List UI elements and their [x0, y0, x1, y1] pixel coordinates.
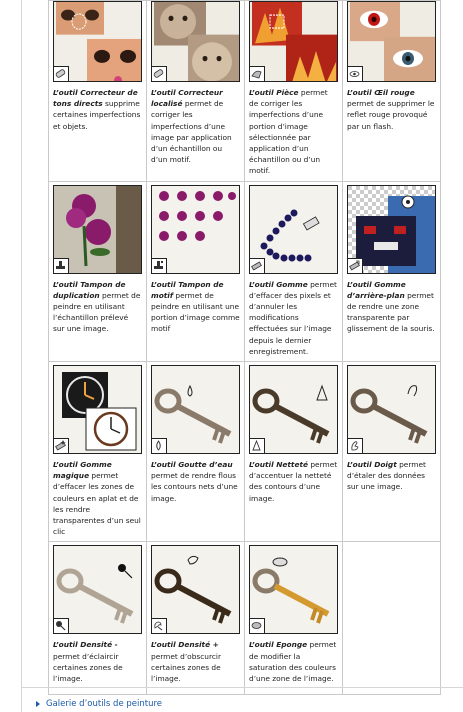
thumb-burn [151, 545, 240, 634]
cell-background-eraser [343, 181, 441, 361]
cell-red-eye [343, 1, 441, 182]
tools-table [48, 0, 441, 695]
cell-empty [343, 542, 441, 695]
eraser-icon [250, 258, 265, 273]
cell-magic-eraser [49, 362, 147, 542]
triangle-icon [250, 438, 265, 453]
thumb-healing [151, 1, 240, 82]
red-eye-icon [348, 66, 363, 81]
thumb-magic-eraser [53, 365, 142, 454]
thumb-eraser [249, 185, 338, 274]
thumb-background-eraser [347, 185, 436, 274]
desc-clone-stamp: L’outil Tampon de duplication permet de peindre en utilisant l’échantillon prélevé sur une image. [53, 279, 141, 334]
triangle-right-icon [36, 701, 40, 707]
cell-clone-stamp [49, 181, 147, 361]
finger-icon [348, 438, 363, 453]
burn-icon [152, 618, 167, 633]
thumb-pattern-stamp [151, 185, 240, 274]
cell-burn [147, 542, 245, 695]
cell-spot-healing [49, 1, 147, 182]
cell-pattern-stamp [147, 181, 245, 361]
footer-link[interactable] [36, 699, 162, 709]
desc-pattern-stamp: L’outil Tampon de motif permet de peindre en utilisant une portion d’image comme motif [151, 279, 240, 334]
desc-spot-healing: L’outil Correcteur de tons directs supprime certaines imperfections et objets. [53, 88, 141, 131]
footer-divider [21, 687, 463, 688]
thumb-smudge [347, 365, 436, 454]
desc-red-eye: L’outil Œil rouge permet de supprimer le reflet rouge provoqué par un flash. [347, 88, 435, 131]
desc-magic-eraser: L’outil Gomme magique permet d’effacer les zones de couleurs en aplat et de les rendre transparentes d’un seul clic [53, 460, 141, 537]
cell-eraser [245, 181, 343, 361]
patch-icon [250, 66, 265, 81]
thumb-sharpen [249, 365, 338, 454]
cell-sponge [245, 542, 343, 695]
bandage-icon [54, 66, 69, 81]
thumb-clone-stamp [53, 185, 142, 274]
cell-dodge [49, 542, 147, 695]
pattern-stamp-icon [152, 258, 167, 273]
desc-patch: L’outil Pièce permet de corriger les imperfections d’une portion d’image sélectionnée par application d’un échantillon ou d’un motif. [249, 88, 328, 176]
bandage-icon [152, 66, 167, 81]
thumb-blur [151, 365, 240, 454]
drop-icon [152, 438, 167, 453]
dodge-icon [54, 618, 69, 633]
desc-sharpen: L’outil Netteté permet d’accentuer la netteté des contours d’une image. [249, 460, 338, 503]
desc-healing: L’outil Correcteur localisé permet de corriger les imperfections d’une image par application d’un échantillon ou d’un motif. [151, 88, 232, 165]
desc-sponge: L’outil Eponge permet de modifier la saturation des couleurs d’une zone de l’image. [249, 640, 337, 684]
desc-burn: L’outil Densité + permet d’obscurcir certaines zones de l’image. [151, 640, 222, 684]
cell-sharpen [245, 362, 343, 542]
thumb-red-eye [347, 1, 436, 82]
tool-name: L’outil Correcteur de tons directs [53, 88, 138, 109]
cell-smudge [343, 362, 441, 542]
cell-blur [147, 362, 245, 542]
desc-smudge: L’outil Doigt permet d’étaler des données sur une image. [347, 460, 426, 492]
footer-link-text[interactable]: Galerie d’outils de peinture [46, 699, 163, 709]
cell-healing [147, 1, 245, 182]
thumb-patch [249, 1, 338, 82]
desc-dodge: L’outil Densité - permet d’éclaircir certaines zones de l’image. [53, 640, 123, 684]
desc-eraser: L’outil Gomme permet d’effacer des pixels et d’annuler les modifications effectuées sur l’image depuis le dernier enregistrement. [249, 279, 337, 356]
thumb-dodge [53, 545, 142, 634]
cell-patch [245, 1, 343, 182]
sponge-icon [250, 618, 265, 633]
background-eraser-icon [348, 258, 363, 273]
left-divider [21, 0, 22, 712]
stamp-icon [54, 258, 69, 273]
desc-background-eraser: L’outil Gomme d’arrière-plan permet de rendre une zone transparente par glissement de la souris. [347, 279, 435, 334]
desc-blur: L’outil Goutte d’eau permet de rendre flous les contours nets d’une image. [151, 460, 238, 503]
magic-eraser-icon [54, 438, 69, 453]
thumb-sponge [249, 545, 338, 634]
thumb-spot-healing [53, 1, 142, 82]
